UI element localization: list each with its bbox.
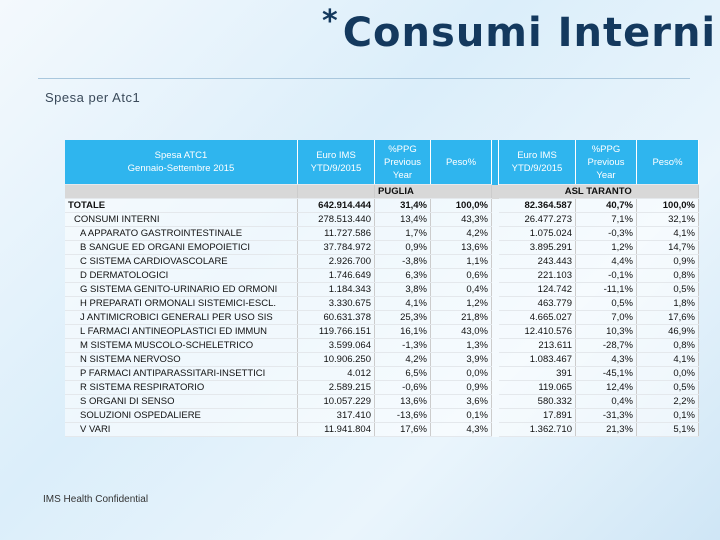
row-value: 2.926.700 (298, 255, 375, 269)
row-value: 25,3% (375, 311, 431, 325)
row-value: 10.057.229 (298, 395, 375, 409)
row-value: 43,0% (431, 325, 492, 339)
row-value: 0,5% (637, 381, 699, 395)
row-value: 642.914.444 (298, 199, 375, 213)
table-row (65, 283, 699, 297)
row-label: M SISTEMA MUSCOLO-SCHELETRICO (65, 339, 298, 353)
row-value: 1.083.467 (499, 353, 576, 367)
row-value: 7,0% (576, 311, 637, 325)
row-value: 26.477.273 (499, 213, 576, 227)
row-value: 60.631.378 (298, 311, 375, 325)
header-spesa: Spesa ATC1 Gennaio-Settembre 2015 (65, 140, 298, 185)
subtitle: Spesa per Atc1 (45, 90, 141, 105)
row-value: 1,7% (375, 227, 431, 241)
row-value: 4,1% (375, 297, 431, 311)
row-value: 3,6% (431, 395, 492, 409)
row-value: -11,1% (576, 283, 637, 297)
row-value: 0,5% (637, 283, 699, 297)
row-value: 119.766.151 (298, 325, 375, 339)
header-peso: Peso% (637, 140, 699, 185)
header-ppg: %PPG Previous Year (576, 140, 637, 185)
row-value: 17.891 (499, 409, 576, 423)
row-value: 580.332 (499, 395, 576, 409)
row-value: 119.065 (499, 381, 576, 395)
row-value: 278.513.440 (298, 213, 375, 227)
row-value: 4,3% (576, 353, 637, 367)
row-label: R SISTEMA RESPIRATORIO (65, 381, 298, 395)
row-value: 0,9% (375, 241, 431, 255)
header-euro: Euro IMS YTD/9/2015 (499, 140, 576, 185)
table-row (65, 255, 699, 269)
table-row (65, 227, 699, 241)
row-value: 0,1% (637, 409, 699, 423)
row-value: 0,0% (637, 367, 699, 381)
table-row (65, 241, 699, 255)
row-value: 0,9% (637, 255, 699, 269)
row-value: 0,5% (576, 297, 637, 311)
row-label: N SISTEMA NERVOSO (65, 353, 298, 367)
table-row (65, 311, 699, 325)
row-label: A APPARATO GASTROINTESTINALE (65, 227, 298, 241)
row-label: V VARI (65, 423, 298, 437)
row-value: 1,2% (576, 241, 637, 255)
row-value: 13,6% (375, 395, 431, 409)
row-value: -0,6% (375, 381, 431, 395)
row-value: 82.364.587 (499, 199, 576, 213)
row-value: 40,7% (576, 199, 637, 213)
row-value: 0,4% (431, 283, 492, 297)
row-value: -28,7% (576, 339, 637, 353)
row-value: 100,0% (431, 199, 492, 213)
row-label: S ORGANI DI SENSO (65, 395, 298, 409)
spesa-table (65, 140, 699, 437)
table-row (65, 381, 699, 395)
row-value: 1,8% (637, 297, 699, 311)
row-value: 16,1% (375, 325, 431, 339)
row-value: 1,2% (431, 297, 492, 311)
row-value: 21,3% (576, 423, 637, 437)
row-value: 43,3% (431, 213, 492, 227)
row-label: J ANTIMICROBICI GENERALI PER USO SIS (65, 311, 298, 325)
row-value: 1.746.649 (298, 269, 375, 283)
table-row (65, 269, 699, 283)
table-header (65, 140, 699, 185)
row-label: C SISTEMA CARDIOVASCOLARE (65, 255, 298, 269)
row-value: 32,1% (637, 213, 699, 227)
header-ppg: %PPG Previous Year (375, 140, 431, 185)
row-value: 221.103 (499, 269, 576, 283)
row-value: 1.075.024 (499, 227, 576, 241)
row-value: -31,3% (576, 409, 637, 423)
table-row (65, 297, 699, 311)
row-value: 5,1% (637, 423, 699, 437)
row-value: 4,4% (576, 255, 637, 269)
row-value: 213.611 (499, 339, 576, 353)
row-value: 10.906.250 (298, 353, 375, 367)
row-value: 3.599.064 (298, 339, 375, 353)
row-value: 7,1% (576, 213, 637, 227)
row-label: P FARMACI ANTIPARASSITARI-INSETTICI (65, 367, 298, 381)
row-value: 1,3% (431, 339, 492, 353)
row-value: 2.589.215 (298, 381, 375, 395)
row-value: 3,8% (375, 283, 431, 297)
row-value: 4.012 (298, 367, 375, 381)
region-asl-taranto: ASL TARANTO (499, 185, 699, 199)
row-value: 11.727.586 (298, 227, 375, 241)
table-row (65, 423, 699, 437)
row-value: 0,9% (431, 381, 492, 395)
row-value: 17,6% (375, 423, 431, 437)
row-value: 1.184.343 (298, 283, 375, 297)
row-label: H PREPARATI ORMONALI SISTEMICI-ESCL. (65, 297, 298, 311)
row-value: 12.410.576 (499, 325, 576, 339)
header-peso: Peso% (431, 140, 492, 185)
title-text: Consumi Interni (342, 10, 717, 56)
row-value: -3,8% (375, 255, 431, 269)
header-euro: Euro IMS YTD/9/2015 (298, 140, 375, 185)
row-value: 31,4% (375, 199, 431, 213)
row-value: 0,8% (637, 269, 699, 283)
table-row (65, 199, 699, 213)
row-value: 4,2% (431, 227, 492, 241)
row-value: 13,4% (375, 213, 431, 227)
row-value: 4,3% (431, 423, 492, 437)
row-value: 6,5% (375, 367, 431, 381)
row-value: 100,0% (637, 199, 699, 213)
row-value: 14,7% (637, 241, 699, 255)
row-value: 317.410 (298, 409, 375, 423)
row-label: L FARMACI ANTINEOPLASTICI ED IMMUN (65, 325, 298, 339)
row-value: -45,1% (576, 367, 637, 381)
row-value: 2,2% (637, 395, 699, 409)
row-value: 463.779 (499, 297, 576, 311)
row-value: 21,8% (431, 311, 492, 325)
row-label: G SISTEMA GENITO-URINARIO ED ORMONI (65, 283, 298, 297)
region-puglia: PUGLIA (375, 185, 492, 199)
table-row (65, 213, 699, 227)
row-value: 391 (499, 367, 576, 381)
row-value: 3.330.675 (298, 297, 375, 311)
row-value: 12,4% (576, 381, 637, 395)
row-value: 3,9% (431, 353, 492, 367)
footer-confidential: IMS Health Confidential (43, 494, 149, 505)
row-value: 46,9% (637, 325, 699, 339)
row-value: 4.665.027 (499, 311, 576, 325)
row-value: 0,8% (637, 339, 699, 353)
divider (38, 78, 690, 79)
row-value: 3.895.291 (499, 241, 576, 255)
row-value: 1,1% (431, 255, 492, 269)
row-value: -0,1% (576, 269, 637, 283)
row-value: 1.362.710 (499, 423, 576, 437)
row-value: 10,3% (576, 325, 637, 339)
table-row (65, 409, 699, 423)
row-value: 4,1% (637, 353, 699, 367)
row-value: -0,3% (576, 227, 637, 241)
row-value: 0,1% (431, 409, 492, 423)
row-label: D DERMATOLOGICI (65, 269, 298, 283)
row-value: 0,0% (431, 367, 492, 381)
row-label: SOLUZIONI OSPEDALIERE (65, 409, 298, 423)
row-value: 0,4% (576, 395, 637, 409)
row-value: 37.784.972 (298, 241, 375, 255)
row-value: 6,3% (375, 269, 431, 283)
row-value: 17,6% (637, 311, 699, 325)
row-value: -13,6% (375, 409, 431, 423)
table-row (65, 367, 699, 381)
row-value: 243.443 (499, 255, 576, 269)
table-row (65, 395, 699, 409)
asterisk-icon: * (322, 4, 339, 39)
row-value: 4,1% (637, 227, 699, 241)
page-title (322, 4, 717, 56)
row-value: 4,2% (375, 353, 431, 367)
row-label: TOTALE (65, 199, 298, 213)
row-value: -1,3% (375, 339, 431, 353)
row-value: 0,6% (431, 269, 492, 283)
region-row (65, 185, 699, 199)
row-value: 13,6% (431, 241, 492, 255)
row-value: 124.742 (499, 283, 576, 297)
row-value: 11.941.804 (298, 423, 375, 437)
table-row (65, 353, 699, 367)
table-row (65, 325, 699, 339)
row-label: CONSUMI INTERNI (65, 213, 298, 227)
row-label: B SANGUE ED ORGANI EMOPOIETICI (65, 241, 298, 255)
table-row (65, 339, 699, 353)
